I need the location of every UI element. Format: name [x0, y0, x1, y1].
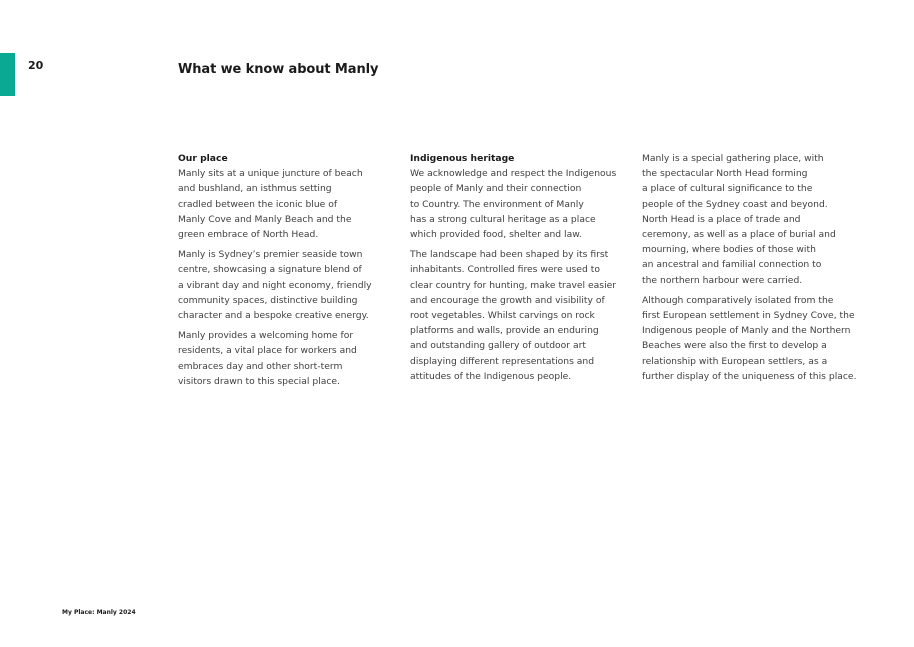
- page-accent-bar: [0, 53, 15, 96]
- page-title: What we know about Manly: [178, 62, 379, 77]
- paragraph: We acknowledge and respect the Indigenous people of Manly and their connection to Country. The environment of Manly has a strong cultural heritage as a place which provided food, shelter and law.: [410, 168, 617, 241]
- column-indigenous-heritage: [410, 151, 638, 389]
- paragraph: Although comparatively isolated from the first European settlement in Sydney Cove, the Indigenous people of Manly and the Northern Beaches were also the first to develop a relationship with European settlers, as a further display of the uniqueness of this place.: [642, 294, 857, 382]
- paragraph: Manly is Sydney’s premier seaside town centre, showcasing a signature blend of a vibrant day and night economy, friendly community spaces, distinctive building character and a bespoke creative energy.: [178, 249, 372, 322]
- page-number: 20: [28, 59, 44, 72]
- section-heading-indigenous-heritage: Indigenous heritage: [410, 153, 515, 164]
- column-our-place: [178, 151, 406, 394]
- footer-document-title: My Place: Manly 2024: [62, 609, 136, 616]
- paragraph: Manly sits at a unique juncture of beach and bushland, an isthmus setting cradled between the iconic blue of Manly Cove and Manly Beach and the green embrace of North Head.: [178, 168, 363, 241]
- section-heading-our-place: Our place: [178, 153, 228, 164]
- column-gathering-place: [642, 151, 864, 389]
- paragraph: Manly provides a welcoming home for residents, a vital place for workers and embraces day and other short-term visitors drawn to this special place.: [178, 330, 357, 387]
- paragraph: The landscape had been shaped by its first inhabitants. Controlled fires were used to clear country for hunting, make travel easier and encourage the growth and visibility of root vegetables. Whilst carvings on rock platforms and walls, provide an enduring and outstanding gallery of outdoor art displaying different representations and attitudes of the Indigenous people.: [410, 249, 617, 382]
- paragraph: Manly is a special gathering place, with the spectacular North Head forming a place of cultural significance to the people of the Sydney coast and beyond. North Head is a place of trade and ceremony, as well as a place of burial and mourning, where bodies of those with an ancestral and familial connection to the northern harbour were carried.: [642, 153, 836, 286]
